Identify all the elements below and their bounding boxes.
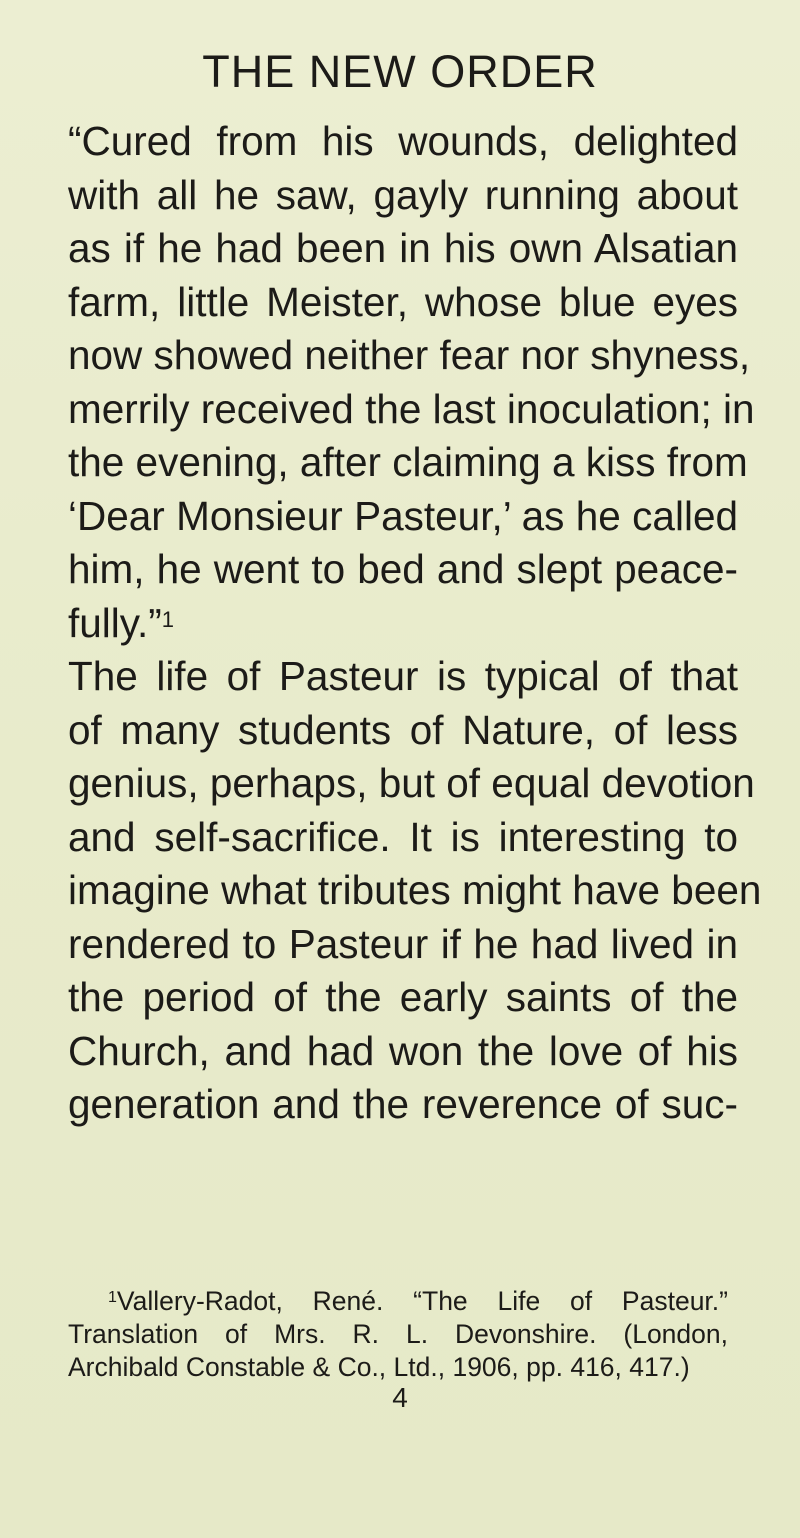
text-line: as if he had been in his own Alsatian: [68, 225, 738, 271]
page-number: 4: [392, 1382, 408, 1413]
text-line: generation and the reverence of suc-: [68, 1081, 738, 1127]
text-line: rendered to Pasteur if he had lived in: [68, 920, 738, 967]
paragraph-commentary: [68, 650, 762, 1132]
text-line: farm, little Meister, whose blue eyes: [68, 278, 738, 325]
text-line-content: fully.”: [68, 599, 162, 646]
text-line: the evening, after claiming a kiss from: [68, 439, 748, 485]
text-line: merrily received the last inoculation; in: [68, 385, 755, 432]
footnote: [68, 1285, 728, 1384]
text-line: with all he saw, gayly running about: [68, 171, 738, 218]
footnote-line: [68, 1285, 728, 1318]
body-text: [68, 115, 762, 1132]
text-line: now showed neither fear nor shyness,: [68, 332, 751, 378]
footnote-reference: 1: [161, 606, 175, 632]
text-line: him, he went to bed and slept peace-: [68, 546, 738, 592]
footnote-line: Archibald Constable & Co., Ltd., 1906, pp. 416, 417.): [68, 1352, 690, 1382]
text-line: and self-sacrifice. It is interesting to: [68, 813, 738, 860]
paragraph-quotation: [68, 115, 755, 650]
footnote-line-content: Vallery-Radot, René. “The Life of Pasteur.”: [116, 1286, 728, 1316]
footnote-mark: 1: [108, 1289, 117, 1306]
text-line-last: [68, 597, 738, 651]
text-line: Church, and had won the love of his: [68, 1027, 738, 1074]
text-line: ‘Dear Monsieur Pasteur,’ as he called: [68, 492, 738, 539]
text-line: The life of Pasteur is typical of that: [68, 653, 738, 699]
text-line: genius, perhaps, but of equal devotion: [68, 760, 755, 806]
footnote-line: Translation of Mrs. R. L. Devonshire. (London,: [68, 1319, 728, 1349]
text-line: imagine what tributes might have been: [68, 867, 762, 913]
text-line: the period of the early saints of the: [68, 974, 738, 1020]
text-line: “Cured from his wounds, delighted: [68, 118, 738, 164]
running-head: THE NEW ORDER: [202, 46, 598, 97]
text-line: of many students of Nature, of less: [68, 706, 738, 753]
